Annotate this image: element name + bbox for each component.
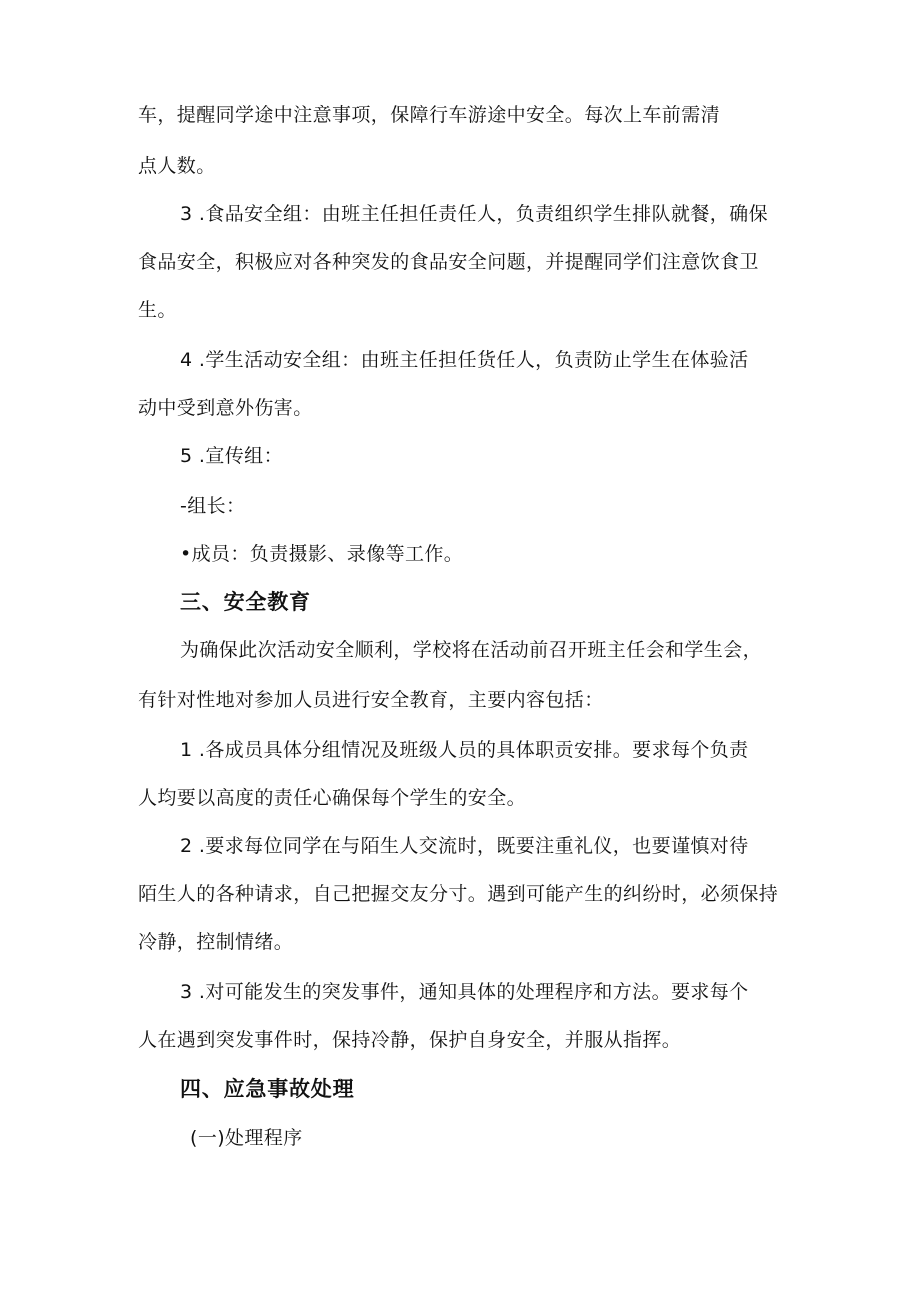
paragraph-line: 3 .对可能发生的突发事件，通知具体的处理程序和方法。要求每个: [180, 981, 749, 1003]
paragraph-line: 5 .宣传组：: [180, 445, 283, 467]
paragraph-line: 为确保此次活动安全顺利，学校将在活动前召开班主任会和学生会，: [180, 639, 763, 661]
paragraph-line: 人在遇到突发事件时，保持冷静，保护自身安全，并服从指挥。: [138, 1029, 682, 1051]
paragraph-line: 车，提醒同学途中注意事项，保障行车游途中安全。每次上车前需清: [138, 104, 721, 126]
paragraph-line: 1 .各成员具体分组情况及班级人员的具体职贡安排。要求每个负责: [180, 739, 749, 761]
paragraph-line: 人均要以高度的责任心确保每个学生的安全。: [138, 787, 527, 809]
paragraph-line: 4 .学生活动安全组：由班主任担任货任人，负责防止学生在体验活: [180, 349, 749, 371]
paragraph-line: 有针对性地对参加人员进行安全教育，主要内容包括：: [138, 689, 604, 711]
paragraph-line: 点人数。: [138, 155, 216, 177]
subsection-heading: (一)处理程序: [190, 1127, 303, 1149]
paragraph-line: 冷静，控制情绪。: [138, 931, 294, 953]
paragraph-line: •成员：负责摄影、录像等工作。: [180, 543, 464, 565]
paragraph-line: 陌生人的各种请求，自己把握交友分寸。遇到可能产生的纠纷时，必须保持: [138, 883, 779, 905]
section-heading: 三、安全教育: [180, 590, 311, 614]
paragraph-line: 食品安全，积极应对各种突发的食品安全问题，并提醒同学们注意饮食卫: [138, 251, 759, 273]
paragraph-line: 生。: [138, 299, 177, 321]
paragraph-line: 3 .食品安全组：由班主任担任责任人，负责组织学生排队就餐，确保: [180, 203, 768, 225]
paragraph-line: 动中受到意外伤害。: [138, 397, 313, 419]
paragraph-line: -组长：: [180, 495, 246, 517]
paragraph-line: 2 .要求每位同学在与陌生人交流时，既要注重礼仪，也要谨慎对待: [180, 835, 749, 857]
section-heading: 四、应急事故处理: [180, 1077, 355, 1101]
